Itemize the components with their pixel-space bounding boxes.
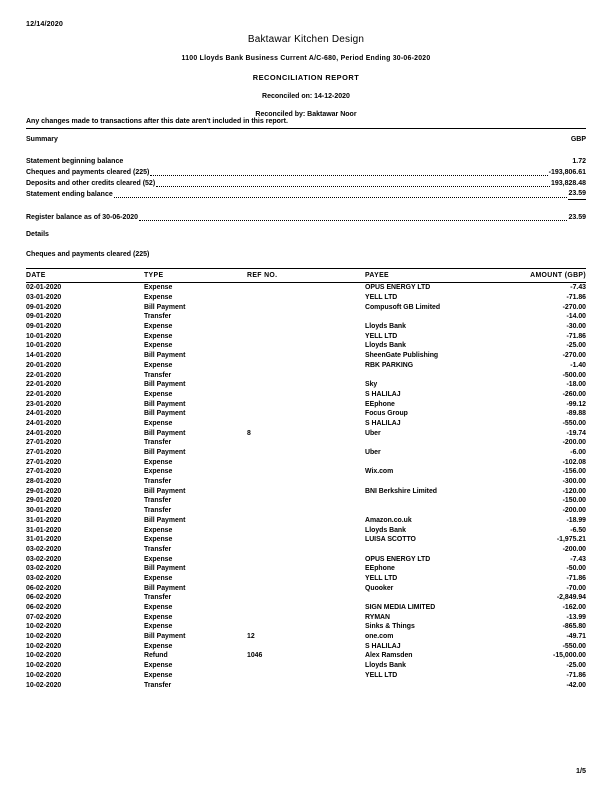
transaction-ref: [247, 612, 365, 622]
transaction-payee: OPUS ENERGY LTD: [365, 284, 431, 292]
transaction-amount: -99.12: [566, 400, 586, 408]
transaction-payee: Sinks & Things: [365, 623, 415, 631]
print-date: 12/14/2020: [26, 19, 63, 28]
table-row: [26, 632, 586, 642]
transaction-ref: [247, 380, 365, 390]
transaction-type: Bill Payment: [144, 584, 186, 592]
transaction-amount: -500.00: [562, 371, 586, 379]
register-balance-label: Register balance as of 30-06-2020: [26, 214, 139, 221]
summary-row: [26, 189, 586, 200]
transaction-ref: 1046: [247, 652, 263, 660]
transaction-amount: -7.43: [570, 284, 586, 292]
details-section-title: Cheques and payments cleared (225): [26, 251, 150, 258]
transaction-date: 24-01-2020: [26, 410, 62, 418]
report-header: [0, 34, 612, 118]
table-row: [26, 583, 586, 593]
transaction-type: Expense: [144, 323, 173, 331]
transaction-date: 06-02-2020: [26, 594, 62, 602]
transaction-amount: -270.00: [562, 352, 586, 360]
table-row: [26, 428, 586, 438]
transaction-payee: OPUS ENERGY LTD: [365, 555, 431, 563]
transaction-amount: -1,975.21: [556, 536, 586, 544]
table-row: [26, 399, 586, 409]
transaction-ref: [247, 671, 365, 681]
transaction-payee: [365, 680, 505, 690]
transaction-date: 29-01-2020: [26, 497, 62, 505]
transaction-payee: YELL LTD: [365, 294, 398, 302]
transaction-payee: LUISA SCOTTO: [365, 536, 416, 544]
transaction-ref: [247, 331, 365, 341]
transaction-ref: [247, 399, 365, 409]
table-row: [26, 409, 586, 419]
transaction-type: Transfer: [144, 371, 172, 379]
transaction-amount: -18.99: [566, 516, 586, 524]
transaction-date: 07-02-2020: [26, 613, 62, 621]
transaction-date: 09-01-2020: [26, 303, 62, 311]
transaction-amount: -6.00: [570, 449, 586, 457]
transaction-amount: -300.00: [562, 478, 586, 486]
summary-row-leader: [124, 164, 571, 165]
summary-row-label: Statement beginning balance: [26, 158, 124, 165]
transaction-date: 22-01-2020: [26, 371, 62, 379]
transaction-date: 10-02-2020: [26, 633, 62, 641]
transaction-type: Expense: [144, 294, 173, 302]
transaction-type: Expense: [144, 604, 173, 612]
transaction-payee: SheenGate Publishing: [365, 352, 439, 360]
transaction-payee: [365, 496, 505, 506]
transaction-date: 22-01-2020: [26, 381, 62, 389]
transaction-date: 10-02-2020: [26, 652, 62, 660]
transaction-ref: [247, 409, 365, 419]
transaction-payee: [365, 593, 505, 603]
transaction-date: 10-02-2020: [26, 662, 62, 670]
table-row: [26, 361, 586, 371]
transaction-payee: BNI Berkshire Limited: [365, 487, 437, 495]
transaction-amount: -14.00: [566, 313, 586, 321]
summary-row-label: Cheques and payments cleared (225): [26, 169, 150, 176]
transaction-date: 03-02-2020: [26, 545, 62, 553]
account-period-subtitle: 1100 Lloyds Bank Business Current A/C-680, Period Ending 30-06-2020: [181, 55, 431, 62]
transaction-date: 27-01-2020: [26, 439, 62, 447]
transaction-payee: YELL LTD: [365, 574, 398, 582]
table-row: [26, 641, 586, 651]
transaction-type: Expense: [144, 419, 173, 427]
transaction-date: 30-01-2020: [26, 507, 62, 515]
table-row: [26, 680, 586, 690]
column-header-amount: AMOUNT (GBP): [505, 269, 586, 283]
transaction-payee: RYMAN: [365, 613, 391, 621]
column-header-type: TYPE: [144, 269, 247, 283]
transaction-payee: S HALILAJ: [365, 642, 401, 650]
transaction-amount: -25.00: [566, 342, 586, 350]
transaction-type: Transfer: [144, 439, 172, 447]
transaction-amount: -30.00: [566, 323, 586, 331]
table-row: [26, 302, 586, 312]
transaction-date: 02-01-2020: [26, 284, 62, 292]
transaction-ref: 12: [247, 633, 255, 641]
transaction-type: Transfer: [144, 681, 172, 689]
transactions-table-body: [26, 283, 586, 690]
transaction-amount: -162.00: [562, 604, 586, 612]
transaction-amount: -25.00: [566, 662, 586, 670]
table-row: [26, 574, 586, 584]
transaction-ref: [247, 467, 365, 477]
column-header-payee: PAYEE: [365, 269, 505, 283]
summary-row-value: 23.59: [568, 188, 586, 200]
transaction-amount: -865.80: [562, 623, 586, 631]
transaction-payee: Lloyds Bank: [365, 342, 406, 350]
table-row: [26, 477, 586, 487]
summary-row: [26, 167, 586, 178]
transaction-date: 03-02-2020: [26, 565, 62, 573]
transaction-date: 03-02-2020: [26, 555, 62, 563]
transaction-payee: Quooker: [365, 584, 394, 592]
transaction-ref: [247, 370, 365, 380]
register-balance-value: 23.59: [568, 214, 586, 221]
transaction-payee: one.com: [365, 633, 394, 641]
page-number: 1/5: [576, 766, 586, 775]
transaction-type: Transfer: [144, 545, 172, 553]
table-row: [26, 341, 586, 351]
transaction-ref: [247, 457, 365, 467]
transaction-type: Transfer: [144, 478, 172, 486]
summary-row-leader: [150, 174, 547, 176]
transaction-ref: [247, 302, 365, 312]
column-header-ref: REF NO.: [247, 269, 365, 283]
summary-row-value: 1.72: [572, 158, 586, 165]
transaction-ref: [247, 322, 365, 332]
transaction-type: Transfer: [144, 497, 172, 505]
transaction-type: Bill Payment: [144, 449, 186, 457]
summary-row-label: Statement ending balance: [26, 191, 113, 198]
transaction-payee: [365, 438, 505, 448]
table-row: [26, 312, 586, 322]
transaction-ref: [247, 419, 365, 429]
transaction-ref: [247, 622, 365, 632]
summary-spacer: [26, 200, 586, 212]
summary-currency: GBP: [570, 136, 586, 143]
transaction-ref: [247, 603, 365, 613]
summary-row-label: Deposits and other credits cleared (52): [26, 180, 156, 187]
table-row: [26, 545, 586, 555]
transaction-type: Expense: [144, 623, 173, 631]
table-row: [26, 496, 586, 506]
transaction-amount: -18.00: [566, 381, 586, 389]
transaction-type: Transfer: [144, 313, 172, 321]
transaction-amount: -260.00: [562, 390, 586, 398]
transaction-type: Expense: [144, 642, 173, 650]
transaction-type: Expense: [144, 526, 173, 534]
transaction-date: 10-01-2020: [26, 342, 62, 350]
reconciled-by: Reconciled by: Baktawar Noor: [255, 111, 357, 118]
transaction-amount: -19.74: [566, 429, 586, 437]
transaction-ref: [247, 438, 365, 448]
transaction-amount: -7.43: [570, 555, 586, 563]
transaction-date: 10-01-2020: [26, 332, 62, 340]
transaction-ref: [247, 525, 365, 535]
transaction-date: 31-01-2020: [26, 536, 62, 544]
transaction-amount: -15,000.00: [553, 652, 586, 660]
transaction-date: 27-01-2020: [26, 468, 62, 476]
transaction-type: Expense: [144, 390, 173, 398]
transaction-date: 03-01-2020: [26, 294, 62, 302]
transaction-type: Bill Payment: [144, 410, 186, 418]
transaction-payee: EEphone: [365, 565, 395, 573]
table-row: [26, 622, 586, 632]
summary-header-row: [26, 136, 586, 143]
column-header-date: DATE: [26, 269, 144, 283]
transaction-amount: -156.00: [562, 468, 586, 476]
transaction-ref: [247, 506, 365, 516]
transaction-ref: [247, 390, 365, 400]
transaction-type: Bill Payment: [144, 633, 186, 641]
table-row: [26, 535, 586, 545]
table-row: [26, 370, 586, 380]
transaction-ref: [247, 486, 365, 496]
summary-title: Summary: [26, 136, 58, 143]
transaction-payee: Amazon.co.uk: [365, 516, 412, 524]
transaction-amount: -2,849.94: [556, 594, 586, 602]
reconciled-on: Reconciled on: 14-12-2020: [262, 93, 350, 100]
transaction-payee: [365, 506, 505, 516]
table-header-row: [26, 269, 586, 283]
transaction-payee: EEphone: [365, 400, 395, 408]
transaction-ref: [247, 312, 365, 322]
transaction-ref: [247, 661, 365, 671]
transaction-amount: -150.00: [562, 497, 586, 505]
transaction-ref: [247, 554, 365, 564]
transaction-type: Bill Payment: [144, 565, 186, 573]
transaction-payee: Focus Group: [365, 410, 408, 418]
transaction-type: Bill Payment: [144, 303, 186, 311]
transaction-payee: Sky: [365, 381, 378, 389]
transaction-amount: -70.00: [566, 584, 586, 592]
table-row: [26, 525, 586, 535]
table-row: [26, 506, 586, 516]
table-row: [26, 651, 586, 661]
transaction-type: Expense: [144, 361, 173, 369]
transaction-amount: -102.08: [562, 458, 586, 466]
transaction-amount: -42.00: [566, 681, 586, 689]
transaction-ref: [247, 680, 365, 690]
register-balance-row: [26, 212, 586, 223]
transaction-payee: [365, 370, 505, 380]
transaction-amount: -13.99: [566, 613, 586, 621]
table-row: [26, 293, 586, 303]
table-row: [26, 671, 586, 681]
transaction-amount: -200.00: [562, 545, 586, 553]
transaction-amount: -200.00: [562, 507, 586, 515]
summary-row-value: -193,806.61: [548, 169, 586, 176]
table-row: [26, 448, 586, 458]
transaction-payee: Wix.com: [365, 468, 394, 476]
transaction-payee: Lloyds Bank: [365, 526, 406, 534]
transaction-payee: [365, 312, 505, 322]
transaction-payee: Lloyds Bank: [365, 662, 406, 670]
table-row: [26, 380, 586, 390]
summary-row: [26, 178, 586, 189]
transaction-ref: 8: [247, 429, 251, 437]
transaction-ref: [247, 574, 365, 584]
transaction-date: 03-02-2020: [26, 574, 62, 582]
transaction-type: Expense: [144, 468, 173, 476]
transaction-ref: [247, 283, 365, 293]
transaction-type: Expense: [144, 536, 173, 544]
transaction-date: 28-01-2020: [26, 478, 62, 486]
transaction-type: Bill Payment: [144, 352, 186, 360]
transaction-date: 10-02-2020: [26, 642, 62, 650]
transaction-amount: -200.00: [562, 439, 586, 447]
table-row: [26, 554, 586, 564]
transaction-type: Bill Payment: [144, 516, 186, 524]
transaction-amount: -270.00: [562, 303, 586, 311]
summary-row-leader: [114, 196, 568, 198]
transaction-date: 27-01-2020: [26, 449, 62, 457]
transaction-amount: -71.86: [566, 332, 586, 340]
transaction-type: Refund: [144, 652, 168, 660]
table-row: [26, 486, 586, 496]
transaction-type: Bill Payment: [144, 429, 186, 437]
transaction-payee: Lloyds Bank: [365, 323, 406, 331]
transaction-date: 10-02-2020: [26, 623, 62, 631]
transaction-date: 10-02-2020: [26, 671, 62, 679]
transaction-payee: [365, 477, 505, 487]
company-name: Baktawar Kitchen Design: [247, 34, 365, 45]
transaction-payee: SIGN MEDIA LIMITED: [365, 604, 436, 612]
transaction-ref: [247, 641, 365, 651]
transaction-date: 09-01-2020: [26, 313, 62, 321]
page-title: RECONCILIATION REPORT: [252, 73, 360, 82]
transaction-date: 06-02-2020: [26, 604, 62, 612]
table-row: [26, 438, 586, 448]
transaction-type: Expense: [144, 332, 173, 340]
report-notice: Any changes made to transactions after this date aren't included in this report.: [26, 118, 586, 129]
transaction-date: 27-01-2020: [26, 458, 62, 466]
table-row: [26, 419, 586, 429]
table-row: [26, 603, 586, 613]
transaction-date: 24-01-2020: [26, 419, 62, 427]
table-row: [26, 390, 586, 400]
transaction-date: 09-01-2020: [26, 323, 62, 331]
transaction-date: 31-01-2020: [26, 516, 62, 524]
table-row: [26, 516, 586, 526]
transaction-payee: YELL LTD: [365, 332, 398, 340]
transaction-ref: [247, 293, 365, 303]
transaction-ref: [247, 564, 365, 574]
transaction-date: 10-02-2020: [26, 681, 62, 689]
transaction-ref: [247, 341, 365, 351]
transaction-amount: -550.00: [562, 642, 586, 650]
transaction-ref: [247, 448, 365, 458]
transaction-payee: S HALILAJ: [365, 390, 401, 398]
table-row: [26, 593, 586, 603]
transaction-ref: [247, 593, 365, 603]
transaction-type: Expense: [144, 555, 173, 563]
transaction-date: 14-01-2020: [26, 352, 62, 360]
transaction-amount: -71.86: [566, 294, 586, 302]
transaction-payee: RBK PARKING: [365, 361, 414, 369]
transaction-ref: [247, 496, 365, 506]
table-row: [26, 283, 586, 293]
transaction-ref: [247, 535, 365, 545]
table-row: [26, 331, 586, 341]
transaction-date: 29-01-2020: [26, 487, 62, 495]
transaction-ref: [247, 477, 365, 487]
summary-row-value: 193,828.48: [550, 180, 586, 187]
transaction-payee: Uber: [365, 429, 381, 437]
transaction-type: Transfer: [144, 594, 172, 602]
transaction-payee: YELL LTD: [365, 671, 398, 679]
table-row: [26, 661, 586, 671]
transaction-ref: [247, 545, 365, 555]
transaction-payee: [365, 545, 505, 555]
transaction-type: Bill Payment: [144, 400, 186, 408]
transaction-type: Bill Payment: [144, 381, 186, 389]
transaction-payee: Uber: [365, 449, 381, 457]
transaction-type: Expense: [144, 342, 173, 350]
register-balance-leader: [139, 219, 567, 221]
transaction-date: 31-01-2020: [26, 526, 62, 534]
table-row: [26, 322, 586, 332]
details-title: Details: [26, 231, 49, 238]
transaction-amount: -71.86: [566, 574, 586, 582]
table-row: [26, 351, 586, 361]
transaction-type: Bill Payment: [144, 487, 186, 495]
summary-row-leader: [156, 185, 550, 187]
transaction-date: 22-01-2020: [26, 390, 62, 398]
transaction-ref: [247, 351, 365, 361]
table-row: [26, 564, 586, 574]
transaction-amount: -550.00: [562, 419, 586, 427]
transaction-amount: -89.88: [566, 410, 586, 418]
table-row: [26, 457, 586, 467]
transaction-type: Expense: [144, 458, 173, 466]
transaction-payee: Compusoft GB Limited: [365, 303, 441, 311]
transaction-type: Expense: [144, 574, 173, 582]
transaction-payee: [365, 457, 505, 467]
transaction-type: Expense: [144, 671, 173, 679]
transaction-payee: Alex Ramsden: [365, 652, 413, 660]
transaction-amount: -120.00: [562, 487, 586, 495]
transaction-date: 24-01-2020: [26, 429, 62, 437]
transactions-table: [26, 268, 586, 690]
summary-section: [26, 136, 586, 223]
transaction-amount: -1.40: [570, 361, 586, 369]
transaction-date: 06-02-2020: [26, 584, 62, 592]
transaction-ref: [247, 516, 365, 526]
transaction-type: Expense: [144, 613, 173, 621]
transaction-type: Expense: [144, 284, 173, 292]
transaction-type: Transfer: [144, 507, 172, 515]
transaction-date: 20-01-2020: [26, 361, 62, 369]
transaction-ref: [247, 583, 365, 593]
transaction-amount: -50.00: [566, 565, 586, 573]
transaction-type: Expense: [144, 662, 173, 670]
transaction-payee: S HALILAJ: [365, 419, 401, 427]
transaction-amount: -49.71: [566, 633, 586, 641]
transaction-date: 23-01-2020: [26, 400, 62, 408]
transaction-amount: -6.50: [570, 526, 586, 534]
transaction-ref: [247, 361, 365, 371]
summary-row: [26, 156, 586, 167]
table-row: [26, 612, 586, 622]
table-row: [26, 467, 586, 477]
transaction-amount: -71.86: [566, 671, 586, 679]
